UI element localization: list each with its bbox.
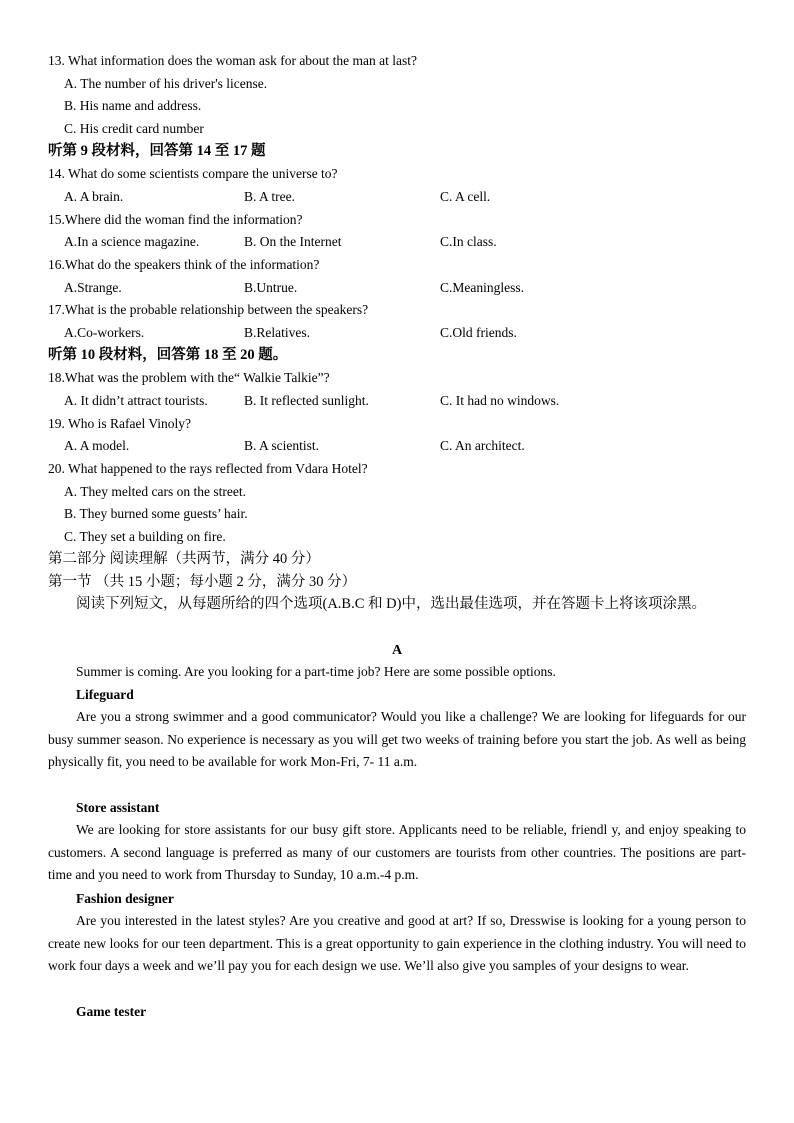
question-19-option-c: C. An architect. (440, 438, 525, 453)
question-17-option-a: A.Co-workers. (64, 325, 145, 340)
question-20-option-a: A. They melted cars on the street. (64, 484, 246, 499)
question-18-option-b: B. It reflected sunlight. (244, 393, 369, 408)
question-19-option-a: A. A model. (64, 438, 130, 453)
job-title-store-assistant: Store assistant (76, 800, 160, 815)
question-18-option-a: A. It didn’t attract tourists. (64, 393, 208, 408)
question-13-option-c: C. His credit card number (64, 121, 204, 136)
question-16-option-c: C.Meaningless. (440, 280, 524, 295)
question-15-stem: 15.Where did the woman find the information? (48, 212, 303, 227)
job-text-lifeguard: Are you a strong swimmer and a good communicator? Would you like a challenge? We are looking for lifeguards for our busy summer season. No experience is necessary as you will get two weeks of training before you start the job. As well as being physically fit, you need to be available for work Mon-Fri, 7- 11 a.m. (48, 709, 746, 770)
section-10-heading: 听第 10 段材料，回答第 18 至 20 题。 (48, 347, 288, 363)
question-17-option-b: B.Relatives. (244, 325, 310, 340)
section-9-heading: 听第 9 段材料，回答第 14 至 17 题 (48, 143, 266, 159)
question-19-option-b: B. A scientist. (244, 438, 320, 453)
job-title-game-tester: Game tester (76, 1004, 147, 1019)
question-14-option-c: C. A cell. (440, 189, 491, 204)
question-16-option-a: A.Strange. (64, 280, 122, 295)
passage-label: A (391, 643, 403, 658)
job-title-fashion-designer: Fashion designer (76, 891, 174, 906)
question-18-option-c: C. It had no windows. (440, 393, 560, 408)
question-16-stem: 16.What do the speakers think of the information? (48, 257, 320, 272)
passage-intro: Summer is coming. Are you looking for a part-time job? Here are some possible options. (76, 664, 556, 679)
question-19-stem: 19. Who is Rafael Vinoly? (48, 416, 192, 431)
part-2-instruction: 阅读下列短文，从每题所给的四个选项(A.B.C 和 D)中，选出最佳选项，并在答题卡上将该项涂黑。 (76, 596, 706, 612)
question-17-option-c: C.Old friends. (440, 325, 517, 340)
question-13-stem: 13. What information does the woman ask for about the man at last? (48, 53, 418, 68)
question-13-option-a: A. The number of his driver's license. (64, 76, 268, 91)
question-14-stem: 14. What do some scientists compare the universe to? (48, 166, 338, 181)
job-text-store-assistant: We are looking for store assistants for our busy gift store. Applicants need to be reliable, friendl y, and enjoy speaking to customers. A second language is preferred as many of our customers are tourists from other countries. The positions are part-time and you need to work from Thursday to Sunday, 10 a.m.-4 p.m. (48, 822, 746, 883)
question-20-option-c: C. They set a building on fire. (64, 529, 226, 544)
question-20-stem: 20. What happened to the rays reflected from Vdara Hotel? (48, 461, 368, 476)
question-18-stem: 18.What was the problem with the“ Walkie Talkie”? (48, 370, 330, 385)
question-16-option-b: B.Untrue. (244, 280, 298, 295)
question-15-option-a: A.In a science magazine. (64, 234, 200, 249)
question-15-option-c: C.In class. (440, 234, 497, 249)
question-20-option-b: B. They burned some guests’ hair. (64, 506, 248, 521)
question-14-option-a: A. A brain. (64, 189, 124, 204)
job-title-lifeguard: Lifeguard (76, 687, 134, 702)
question-13-option-b: B. His name and address. (64, 98, 202, 113)
question-17-stem: 17.What is the probable relationship between the speakers? (48, 302, 369, 317)
part-2-title: 第二部分 阅读理解（共两节，满分 40 分） (48, 551, 320, 567)
question-15-option-b: B. On the Internet (244, 234, 342, 249)
job-text-fashion-designer: Are you interested in the latest styles? Are you creative and good at art? If so, Dresswise is looking for a young person to create new looks for our teen department. This is a great opportunity to gain experience in the clothing industry. You will need to work four days a week and we’ll pay you for each design we use. We’ll also give you samples of your designs to wear. (48, 913, 746, 974)
part-2-section-1: 第一节 （共 15 小题；每小题 2 分，满分 30 分） (48, 574, 357, 590)
question-14-option-b: B. A tree. (244, 189, 295, 204)
